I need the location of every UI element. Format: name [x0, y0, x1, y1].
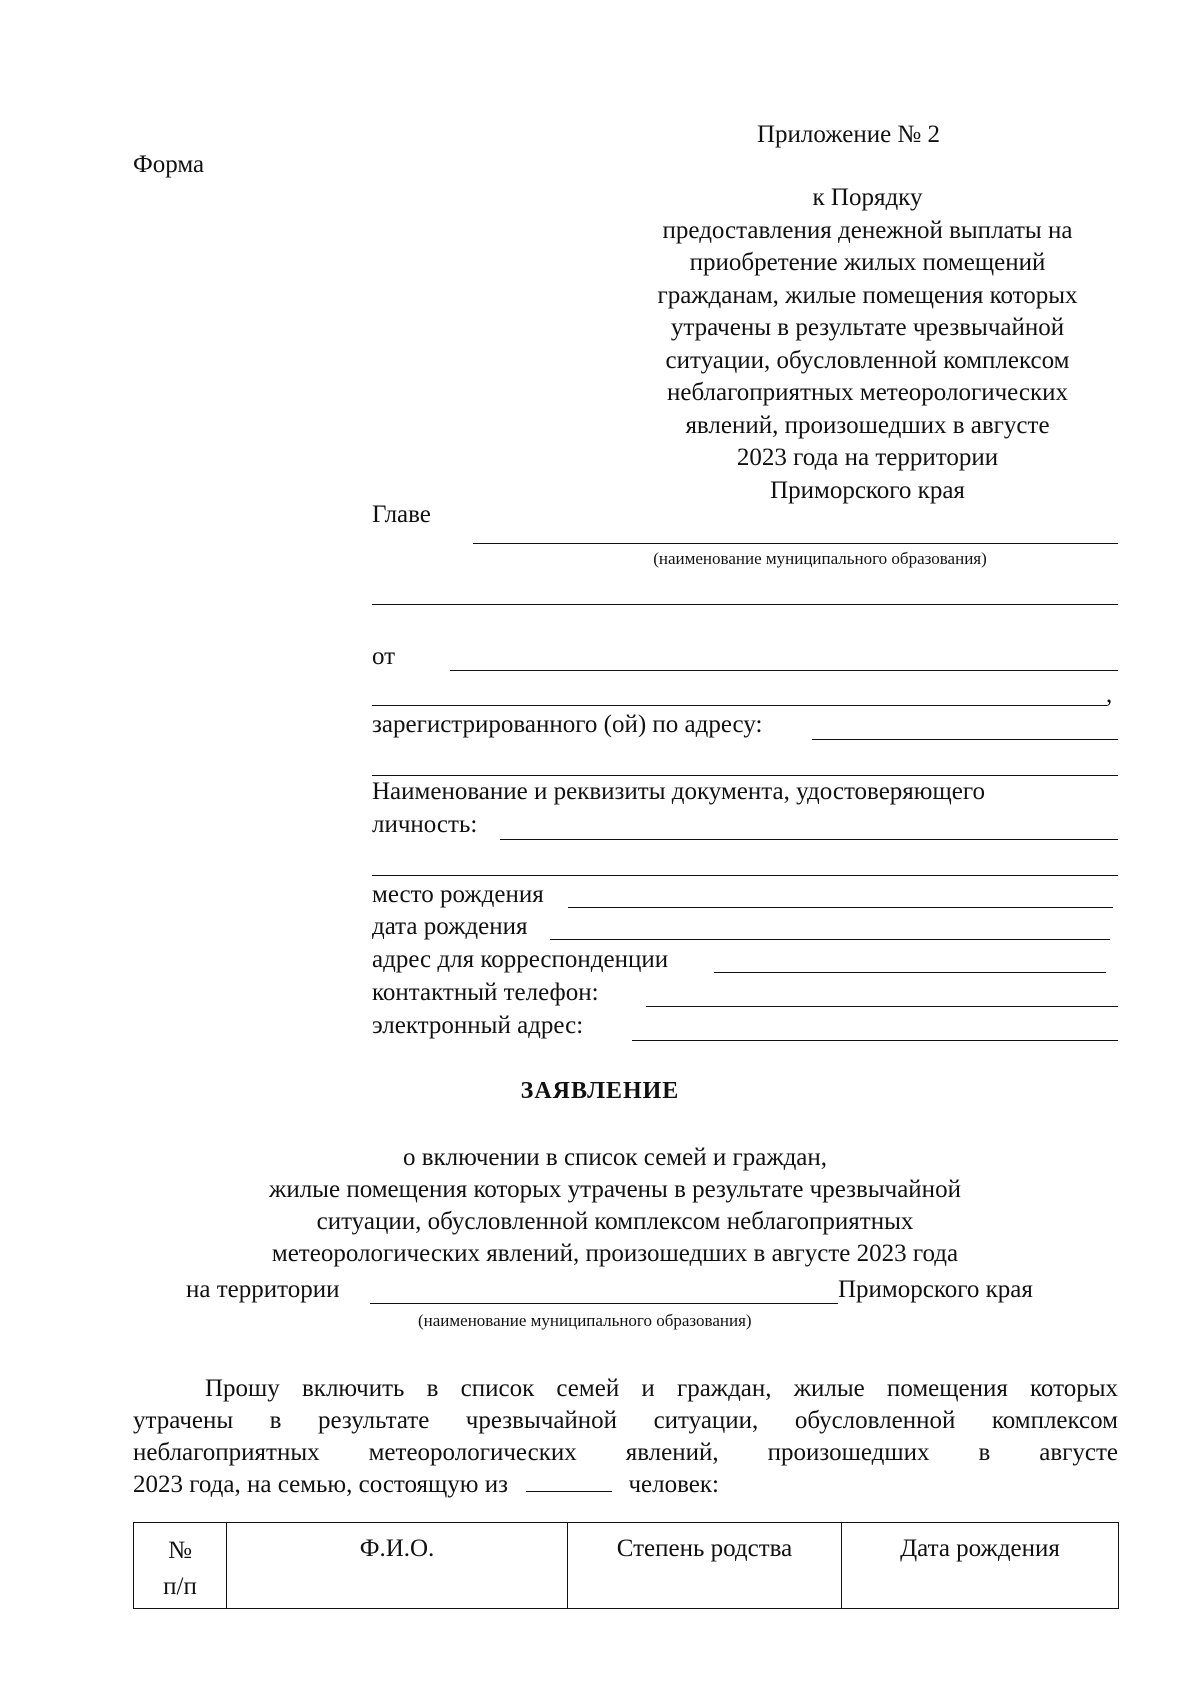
municipality-caption: (наименование муниципального образования) [653, 549, 987, 568]
appendix-line: приобретение жилых помещений [689, 249, 1046, 276]
territory-prefix: на территории [186, 1276, 340, 1303]
appendix-line: неблагоприятных метеорологических [666, 379, 1068, 406]
id-document-label-2: личность: [372, 811, 478, 838]
head-name-line[interactable] [473, 543, 1118, 544]
statement-title: ЗАЯВЛЕНИЕ [520, 1078, 680, 1104]
appendix-line: ситуации, обусловленной комплексом [665, 346, 1070, 374]
birth-place-line[interactable] [568, 907, 1113, 908]
request-line-suffix: человек: [628, 1471, 719, 1498]
statement-subject [150, 1142, 1080, 1270]
appendix-line: утрачены в результате чрезвычайной [670, 314, 1065, 341]
request-line-prefix: 2023 года, на семью, состоящую из [133, 1471, 508, 1498]
request-line: неблагоприятных метеорологических явлений, произошедших в августе [133, 1439, 1118, 1466]
header-number [134, 1523, 227, 1609]
header-birth-date-label: Дата рождения [900, 1535, 1060, 1562]
family-size-blank[interactable] [526, 1469, 612, 1492]
email-line[interactable] [632, 1040, 1118, 1041]
header-fio [227, 1523, 568, 1609]
applicant-name-line[interactable] [450, 670, 1118, 671]
header-relation-label: Степень родства [616, 1535, 793, 1562]
subject-line: жилые помещения которых утрачены в результате чрезвычайной [269, 1176, 961, 1203]
id-document-line[interactable] [500, 839, 1118, 840]
appendix-line: 2023 года на территории [736, 444, 999, 471]
head-name-line-2[interactable] [372, 604, 1118, 605]
id-document-line-2[interactable] [372, 875, 1118, 876]
territory-caption: (наименование муниципального образования) [418, 1311, 752, 1330]
to-head-label: Главе [372, 501, 431, 528]
subject-line: о включении в список семей и граждан, [402, 1144, 828, 1171]
birth-date-line[interactable] [550, 939, 1110, 940]
request-paragraph [133, 1373, 1118, 1501]
request-line: Прошу включить в список семей и граждан, жилые помещения которых [205, 1375, 1118, 1402]
registered-address-line[interactable] [812, 739, 1118, 740]
appendix-number: Приложение № 2 [757, 121, 941, 148]
appendix-line: к Порядку [812, 184, 923, 211]
registered-address-label: зарегистрированного (ой) по адресу: [372, 711, 763, 738]
birth-place-label: место рождения [372, 881, 544, 908]
form-label: Форма [133, 151, 205, 178]
header-fio-label: Ф.И.О. [359, 1535, 435, 1562]
header-birth-date [842, 1523, 1119, 1609]
from-label: от [372, 643, 396, 670]
appendix-block [585, 182, 1150, 507]
mail-address-line[interactable] [714, 972, 1106, 973]
subject-line: метеорологических явлений, произошедших в августе 2023 года [271, 1240, 959, 1267]
appendix-line: гражданам, жилые помещения которых [657, 281, 1078, 309]
territory-line[interactable] [370, 1303, 838, 1304]
id-document-label: Наименование и реквизиты документа, удостоверяющего [372, 778, 985, 805]
subject-line: ситуации, обусловленной комплексом неблагоприятных [316, 1208, 914, 1235]
territory-suffix: Приморского края [838, 1276, 1033, 1303]
appendix-line: предоставления денежной выплаты на [662, 216, 1073, 244]
request-last-line [133, 1469, 1118, 1501]
phone-line[interactable] [646, 1006, 1118, 1007]
appendix-line: явлений, произошедших в августе [685, 411, 1050, 439]
email-label: электронный адрес: [372, 1012, 584, 1039]
mail-address-label: адрес для корреспонденции [372, 946, 669, 973]
comma: , [1106, 681, 1113, 708]
appendix-line: Приморского края [770, 476, 965, 504]
request-line: утрачены в результате чрезвычайной ситуации, обусловленной комплексом [133, 1407, 1118, 1434]
header-number-label: № п/п [163, 1537, 197, 1600]
family-table [133, 1522, 1119, 1609]
registered-address-line-2[interactable] [372, 775, 1118, 776]
birth-date-label: дата рождения [372, 913, 528, 940]
table-header-row [134, 1523, 1119, 1609]
applicant-name-line-2[interactable] [372, 705, 1107, 706]
header-relation [568, 1523, 842, 1609]
territory-caption-wrap [418, 1306, 752, 1332]
phone-label: контактный телефон: [372, 979, 599, 1006]
